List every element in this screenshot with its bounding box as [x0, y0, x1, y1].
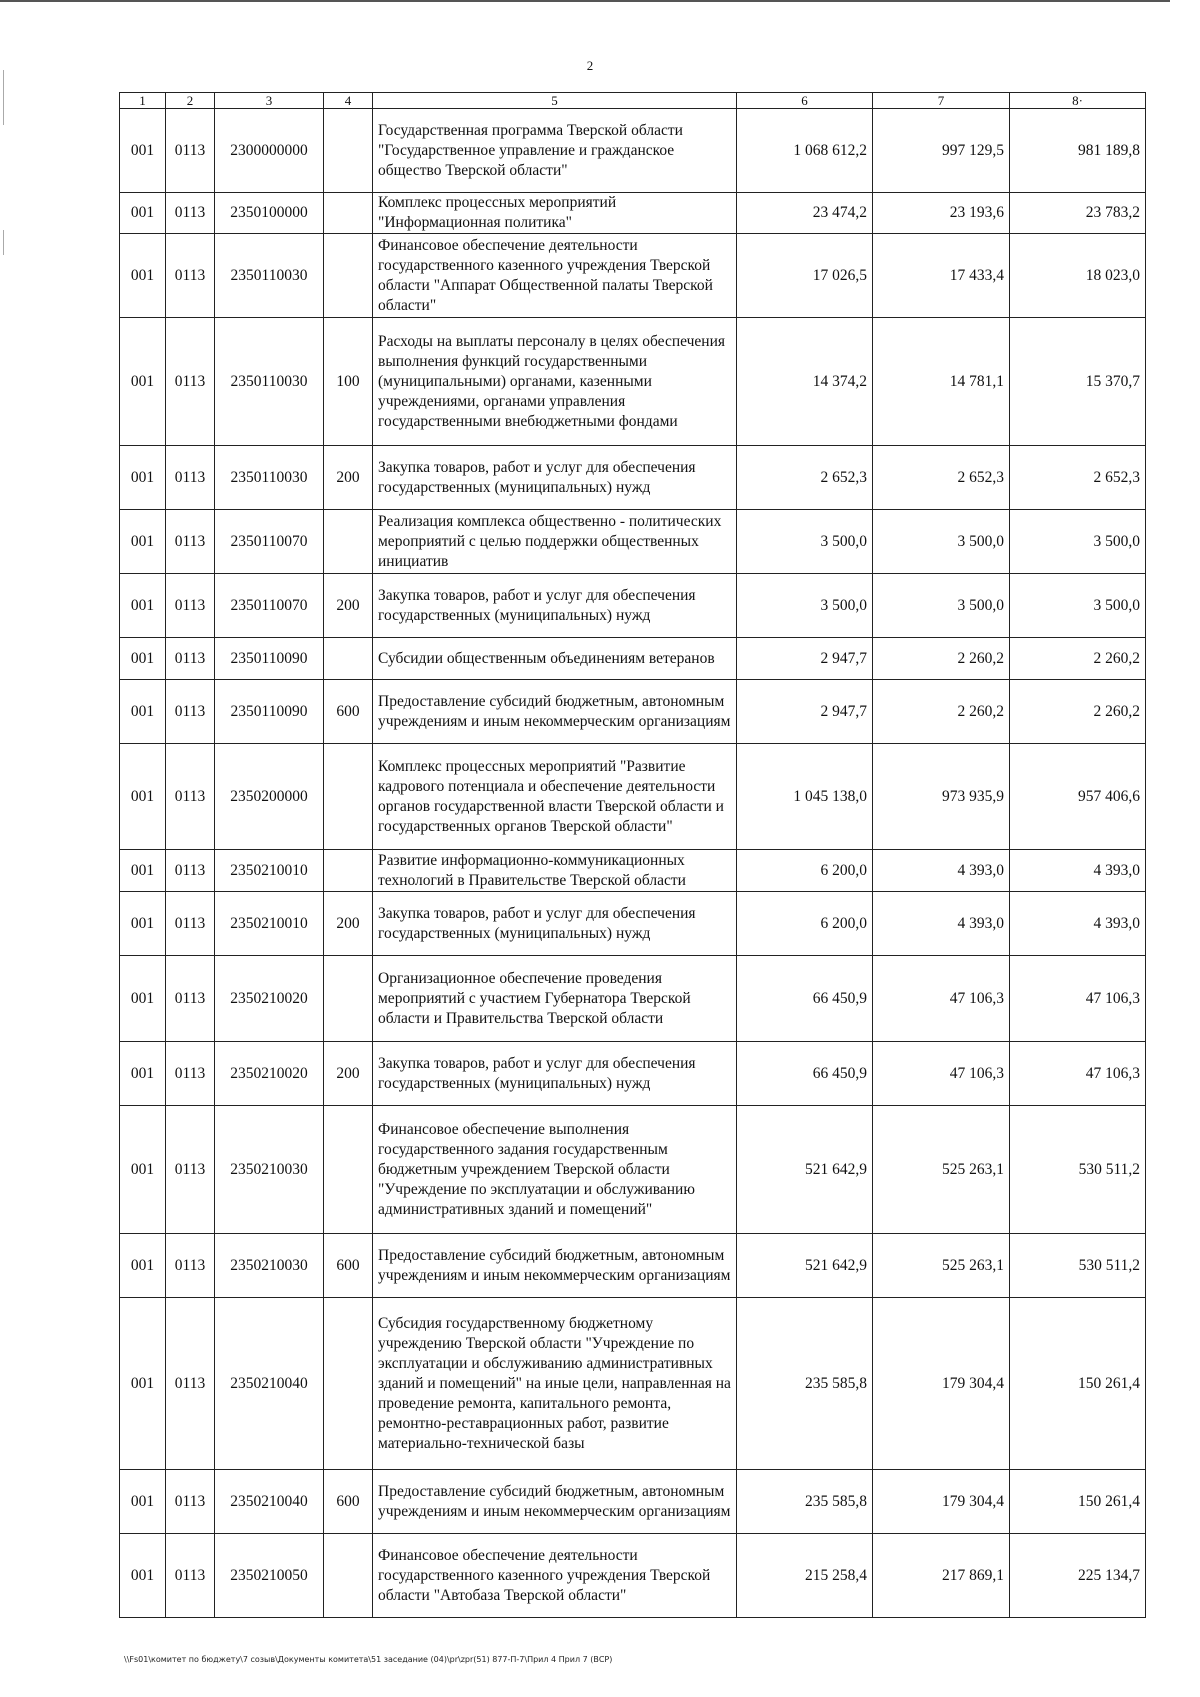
cell-value-col8: 18 023,0 — [1010, 234, 1146, 318]
cell-expense-type — [324, 1106, 373, 1234]
table-row — [120, 680, 1146, 744]
cell-section-code: 0113 — [166, 1042, 215, 1106]
cell-value-col7: 997 129,5 — [873, 109, 1010, 193]
cell-owner-code: 001 — [120, 1534, 166, 1618]
cell-value-col6: 23 474,2 — [737, 193, 873, 234]
cell-expense-type: 200 — [324, 1042, 373, 1106]
cell-expense-type: 200 — [324, 574, 373, 638]
cell-value-col6: 235 585,8 — [737, 1298, 873, 1470]
cell-value-col8: 150 261,4 — [1010, 1298, 1146, 1470]
cell-value-col7: 525 263,1 — [873, 1234, 1010, 1298]
cell-value-col8: 150 261,4 — [1010, 1470, 1146, 1534]
cell-value-col7: 973 935,9 — [873, 744, 1010, 850]
cell-section-code: 0113 — [166, 574, 215, 638]
cell-description: Комплекс процессных мероприятий "Информационная политика" — [373, 193, 737, 234]
cell-value-col7: 17 433,4 — [873, 234, 1010, 318]
cell-value-col8: 2 260,2 — [1010, 680, 1146, 744]
column-number-row — [120, 93, 1146, 109]
cell-target-code: 2350210030 — [215, 1234, 324, 1298]
cell-section-code: 0113 — [166, 1106, 215, 1234]
table-row — [120, 956, 1146, 1042]
cell-section-code: 0113 — [166, 850, 215, 892]
cell-expense-type: 600 — [324, 680, 373, 744]
cell-target-code: 2350100000 — [215, 193, 324, 234]
cell-value-col6: 14 374,2 — [737, 318, 873, 446]
cell-description: Предоставление субсидий бюджетным, автономным учреждениям и иным некоммерческим организациям — [373, 1470, 737, 1534]
table-row — [120, 574, 1146, 638]
cell-value-col6: 3 500,0 — [737, 574, 873, 638]
cell-value-col6: 17 026,5 — [737, 234, 873, 318]
cell-value-col6: 1 045 138,0 — [737, 744, 873, 850]
cell-target-code: 2350110030 — [215, 446, 324, 510]
cell-value-col8: 530 511,2 — [1010, 1106, 1146, 1234]
column-header: 1 — [120, 93, 166, 109]
column-header: 7 — [873, 93, 1010, 109]
cell-target-code: 2350210030 — [215, 1106, 324, 1234]
table-row — [120, 1298, 1146, 1470]
cell-description: Субсидия государственному бюджетному учреждению Тверской области "Учреждение по эксплуатации и обслуживанию административных зданий и помещений" на иные цели, направленная на проведение ремонта, капитального ремонта, ремонтно-реставрационных работ, развитие материально-технической базы — [373, 1298, 737, 1470]
cell-value-col8: 47 106,3 — [1010, 1042, 1146, 1106]
table-row — [120, 109, 1146, 193]
column-header: 6 — [737, 93, 873, 109]
cell-value-col6: 2 652,3 — [737, 446, 873, 510]
cell-owner-code: 001 — [120, 446, 166, 510]
cell-value-col8: 47 106,3 — [1010, 956, 1146, 1042]
cell-owner-code: 001 — [120, 1298, 166, 1470]
cell-description: Финансовое обеспечение деятельности государственного казенного учреждения Тверской области "Аппарат Общественной палаты Тверской области" — [373, 234, 737, 318]
column-header: 2 — [166, 93, 215, 109]
cell-target-code: 2350110090 — [215, 680, 324, 744]
cell-value-col8: 2 260,2 — [1010, 638, 1146, 680]
table-row — [120, 744, 1146, 850]
cell-description: Предоставление субсидий бюджетным, автономным учреждениям и иным некоммерческим организациям — [373, 1234, 737, 1298]
cell-expense-type: 200 — [324, 446, 373, 510]
cell-expense-type: 600 — [324, 1234, 373, 1298]
cell-description: Государственная программа Тверской области "Государственное управление и гражданское общество Тверской области" — [373, 109, 737, 193]
table-row — [120, 1534, 1146, 1618]
cell-owner-code: 001 — [120, 956, 166, 1042]
cell-section-code: 0113 — [166, 109, 215, 193]
cell-expense-type — [324, 193, 373, 234]
cell-owner-code: 001 — [120, 850, 166, 892]
cell-description: Финансовое обеспечение деятельности государственного казенного учреждения Тверской области "Автобаза Тверской области" — [373, 1534, 737, 1618]
cell-section-code: 0113 — [166, 193, 215, 234]
cell-section-code: 0113 — [166, 1234, 215, 1298]
cell-description: Закупка товаров, работ и услуг для обеспечения государственных (муниципальных) нужд — [373, 574, 737, 638]
cell-value-col7: 3 500,0 — [873, 510, 1010, 574]
table-row — [120, 850, 1146, 892]
cell-description: Организационное обеспечение проведения мероприятий с участием Губернатора Тверской области и Правительства Тверской области — [373, 956, 737, 1042]
cell-section-code: 0113 — [166, 318, 215, 446]
cell-description: Закупка товаров, работ и услуг для обеспечения государственных (муниципальных) нужд — [373, 892, 737, 956]
cell-owner-code: 001 — [120, 744, 166, 850]
cell-target-code: 2350110070 — [215, 574, 324, 638]
cell-expense-type — [324, 850, 373, 892]
cell-section-code: 0113 — [166, 1298, 215, 1470]
cell-expense-type — [324, 638, 373, 680]
cell-section-code: 0113 — [166, 1470, 215, 1534]
table-row — [120, 892, 1146, 956]
cell-expense-type: 200 — [324, 892, 373, 956]
column-header: 5 — [373, 93, 737, 109]
cell-owner-code: 001 — [120, 1042, 166, 1106]
cell-expense-type — [324, 956, 373, 1042]
cell-value-col6: 521 642,9 — [737, 1234, 873, 1298]
cell-value-col7: 4 393,0 — [873, 892, 1010, 956]
table-row — [120, 1106, 1146, 1234]
cell-value-col6: 1 068 612,2 — [737, 109, 873, 193]
cell-value-col7: 2 260,2 — [873, 638, 1010, 680]
cell-description: Финансовое обеспечение выполнения государственного задания государственным бюджетным учреждением Тверской области "Учреждение по эксплуатации и обслуживанию административных зданий и помещений" — [373, 1106, 737, 1234]
column-header: 4 — [324, 93, 373, 109]
cell-expense-type — [324, 234, 373, 318]
cell-value-col6: 66 450,9 — [737, 1042, 873, 1106]
column-header: 8· — [1010, 93, 1146, 109]
cell-section-code: 0113 — [166, 1534, 215, 1618]
cell-value-col7: 2 652,3 — [873, 446, 1010, 510]
file-path-footer: \\Fs01\комитет по бюджету\7 созыв\Документы комитета\51 заседание (04)\pr\zpr(51) 877-П-7\Прил 4 Прил 7 (ВСР) — [124, 1655, 613, 1664]
cell-section-code: 0113 — [166, 892, 215, 956]
cell-owner-code: 001 — [120, 1234, 166, 1298]
page-number: 2 — [586, 58, 594, 73]
cell-owner-code: 001 — [120, 234, 166, 318]
cell-value-col7: 47 106,3 — [873, 956, 1010, 1042]
cell-target-code: 2350210010 — [215, 892, 324, 956]
cell-owner-code: 001 — [120, 638, 166, 680]
cell-description: Закупка товаров, работ и услуг для обеспечения государственных (муниципальных) нужд — [373, 446, 737, 510]
cell-target-code: 2350210050 — [215, 1534, 324, 1618]
cell-value-col7: 217 869,1 — [873, 1534, 1010, 1618]
cell-value-col8: 957 406,6 — [1010, 744, 1146, 850]
table-row — [120, 1470, 1146, 1534]
cell-expense-type — [324, 510, 373, 574]
scan-margin-mark — [3, 230, 4, 255]
table-row — [120, 234, 1146, 318]
cell-value-col7: 23 193,6 — [873, 193, 1010, 234]
cell-value-col8: 3 500,0 — [1010, 574, 1146, 638]
cell-value-col8: 4 393,0 — [1010, 850, 1146, 892]
cell-value-col6: 2 947,7 — [737, 638, 873, 680]
cell-target-code: 2350210020 — [215, 1042, 324, 1106]
cell-value-col6: 215 258,4 — [737, 1534, 873, 1618]
cell-expense-type — [324, 109, 373, 193]
cell-description: Реализация комплекса общественно - политических мероприятий с целью поддержки общественных инициатив — [373, 510, 737, 574]
cell-expense-type — [324, 1534, 373, 1618]
cell-section-code: 0113 — [166, 680, 215, 744]
cell-value-col6: 66 450,9 — [737, 956, 873, 1042]
cell-section-code: 0113 — [166, 638, 215, 680]
cell-expense-type: 100 — [324, 318, 373, 446]
table-body — [120, 109, 1146, 1618]
top-border-line — [0, 0, 1170, 2]
cell-target-code: 2350210010 — [215, 850, 324, 892]
cell-value-col8: 981 189,8 — [1010, 109, 1146, 193]
cell-owner-code: 001 — [120, 510, 166, 574]
cell-value-col8: 225 134,7 — [1010, 1534, 1146, 1618]
cell-value-col8: 4 393,0 — [1010, 892, 1146, 956]
cell-target-code: 2350110030 — [215, 234, 324, 318]
column-header: 3 — [215, 93, 324, 109]
cell-value-col7: 2 260,2 — [873, 680, 1010, 744]
cell-target-code: 2350210040 — [215, 1470, 324, 1534]
cell-target-code: 2350200000 — [215, 744, 324, 850]
cell-section-code: 0113 — [166, 446, 215, 510]
cell-value-col7: 47 106,3 — [873, 1042, 1010, 1106]
table-row — [120, 193, 1146, 234]
cell-description: Субсидии общественным объединениям ветеранов — [373, 638, 737, 680]
cell-expense-type: 600 — [324, 1470, 373, 1534]
cell-section-code: 0113 — [166, 744, 215, 850]
cell-target-code: 2350210020 — [215, 956, 324, 1042]
cell-description: Закупка товаров, работ и услуг для обеспечения государственных (муниципальных) нужд — [373, 1042, 737, 1106]
cell-owner-code: 001 — [120, 1106, 166, 1234]
budget-table — [119, 92, 1146, 1618]
cell-value-col6: 521 642,9 — [737, 1106, 873, 1234]
table-row — [120, 1234, 1146, 1298]
cell-value-col7: 179 304,4 — [873, 1298, 1010, 1470]
cell-description: Расходы на выплаты персоналу в целях обеспечения выполнения функций государственными (муниципальными) органами, казенными учреждениями, органами управления государственными внебюджетными фондами — [373, 318, 737, 446]
cell-value-col8: 15 370,7 — [1010, 318, 1146, 446]
table-row — [120, 638, 1146, 680]
cell-owner-code: 001 — [120, 193, 166, 234]
cell-value-col7: 3 500,0 — [873, 574, 1010, 638]
cell-section-code: 0113 — [166, 234, 215, 318]
cell-description: Развитие информационно-коммуникационных технологий в Правительстве Тверской области — [373, 850, 737, 892]
cell-description: Предоставление субсидий бюджетным, автономным учреждениям и иным некоммерческим организациям — [373, 680, 737, 744]
cell-value-col7: 14 781,1 — [873, 318, 1010, 446]
cell-value-col6: 2 947,7 — [737, 680, 873, 744]
cell-target-code: 2350110070 — [215, 510, 324, 574]
cell-value-col8: 3 500,0 — [1010, 510, 1146, 574]
cell-owner-code: 001 — [120, 109, 166, 193]
cell-expense-type — [324, 744, 373, 850]
table-row — [120, 318, 1146, 446]
table-row — [120, 446, 1146, 510]
cell-section-code: 0113 — [166, 510, 215, 574]
table-row — [120, 510, 1146, 574]
cell-owner-code: 001 — [120, 680, 166, 744]
cell-value-col7: 525 263,1 — [873, 1106, 1010, 1234]
cell-target-code: 2350210040 — [215, 1298, 324, 1470]
cell-value-col7: 4 393,0 — [873, 850, 1010, 892]
cell-expense-type — [324, 1298, 373, 1470]
cell-value-col8: 23 783,2 — [1010, 193, 1146, 234]
cell-owner-code: 001 — [120, 1470, 166, 1534]
cell-value-col6: 235 585,8 — [737, 1470, 873, 1534]
cell-owner-code: 001 — [120, 892, 166, 956]
cell-owner-code: 001 — [120, 318, 166, 446]
cell-target-code: 2350110030 — [215, 318, 324, 446]
scan-margin-mark — [3, 70, 4, 125]
cell-value-col6: 6 200,0 — [737, 892, 873, 956]
table-row — [120, 1042, 1146, 1106]
cell-target-code: 2300000000 — [215, 109, 324, 193]
cell-section-code: 0113 — [166, 956, 215, 1042]
cell-value-col7: 179 304,4 — [873, 1470, 1010, 1534]
cell-value-col6: 6 200,0 — [737, 850, 873, 892]
cell-owner-code: 001 — [120, 574, 166, 638]
cell-value-col8: 2 652,3 — [1010, 446, 1146, 510]
cell-target-code: 2350110090 — [215, 638, 324, 680]
cell-description: Комплекс процессных мероприятий "Развитие кадрового потенциала и обеспечение деятельности органов государственной власти Тверской области и государственных органов Тверской области" — [373, 744, 737, 850]
cell-value-col6: 3 500,0 — [737, 510, 873, 574]
cell-value-col8: 530 511,2 — [1010, 1234, 1146, 1298]
